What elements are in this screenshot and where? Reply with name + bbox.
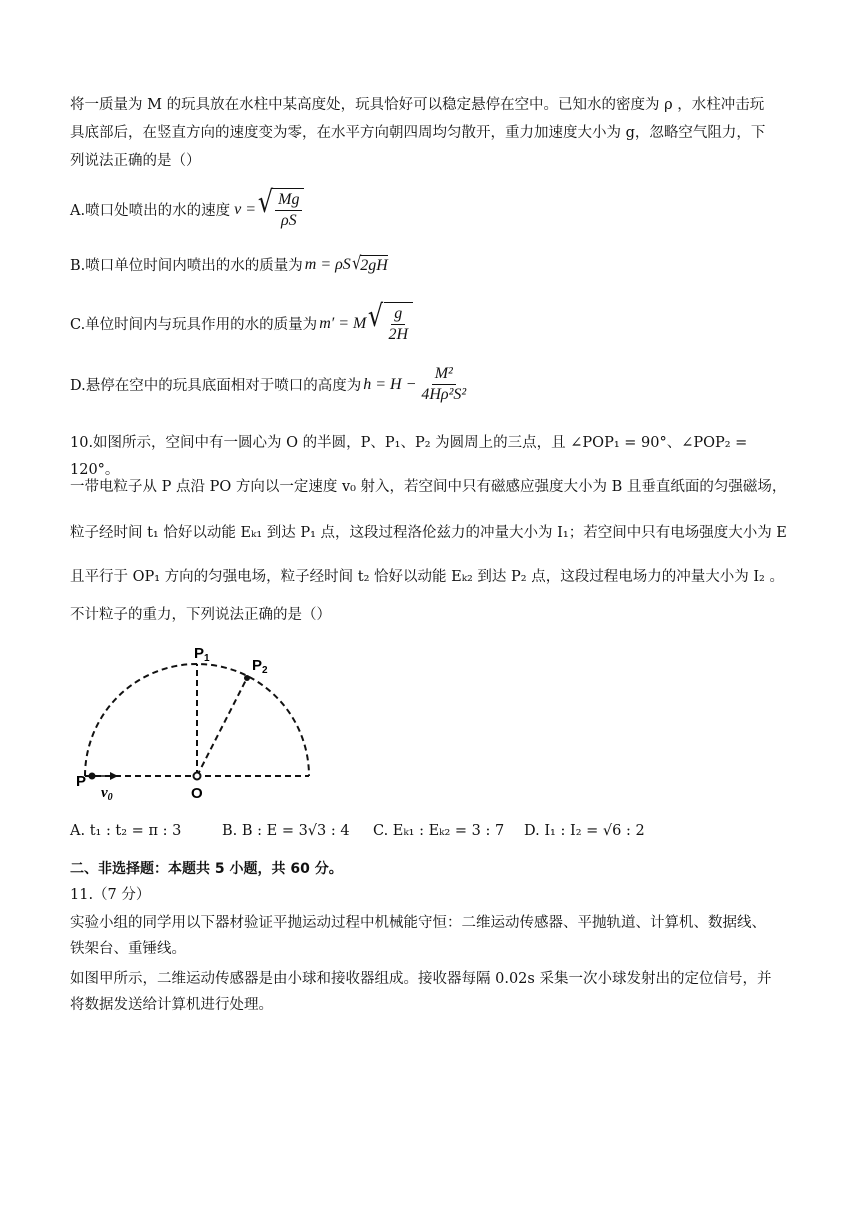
point-p bbox=[89, 773, 96, 780]
q10-stem-line5: 不计粒子的重力，下列说法正确的是（） bbox=[70, 607, 331, 623]
op2-line bbox=[197, 678, 247, 776]
q11-header: 11.（7 分） bbox=[70, 887, 151, 903]
section2-heading: 二、非选择题：本题共 5 小题，共 60 分。 bbox=[70, 861, 343, 877]
q9-option-b-sqrt: √ 2gH bbox=[351, 252, 388, 274]
label-p2: $P_2$ bbox=[252, 657, 268, 676]
q9-option-c-numerator: g bbox=[391, 304, 405, 325]
q9-option-d-denominator: 4Hρ²S² bbox=[421, 386, 467, 403]
q10-option-d: D. I₁ : I₂ = √6 : 2 bbox=[524, 823, 645, 839]
q9-option-b-text: B.喷口单位时间内喷出的水的质量为 bbox=[70, 258, 303, 274]
label-p: P bbox=[76, 773, 87, 790]
point-o bbox=[194, 773, 201, 780]
point-p2 bbox=[244, 675, 250, 681]
q10-stem-line1: 10.如图所示，空间中有一圆心为 O 的半圆，P、P₁、P₂ 为圆周上的三点，且 ∠POP₁ = 90°、∠POP₂ = 120°。 bbox=[70, 435, 748, 478]
q9-option-a-denominator: ρS bbox=[280, 212, 297, 229]
q9-option-a-numerator: Mg bbox=[275, 190, 302, 211]
q10-stem-line3: 粒子经时间 t₁ 恰好以动能 Eₖ₁ 到达 P₁ 点，这段过程洛伦兹力的冲量大小为 I₁；若空间中只有电场强度大小为 E bbox=[70, 525, 787, 541]
q11-para2-line1: 如图甲所示，二维运动传感器是由小球和接收器组成。接收器每隔 0.02s 采集一次小球发射出的定位信号，并 bbox=[70, 971, 772, 987]
q9-option-c-sqrt: √ $\frac{g}{2H}$ bbox=[366, 302, 413, 345]
q10-option-b: B. B : E = 3√3 : 4 bbox=[222, 823, 350, 839]
q9-option-d-lhs: h = H − bbox=[363, 375, 417, 393]
q11-para1-line2: 铁架台、重锤线。 bbox=[70, 941, 186, 957]
q9-option-a-sqrt: √ $\frac{Mg}{\rho S}$ bbox=[256, 188, 304, 231]
q9-option-c-denominator: 2H bbox=[388, 326, 409, 343]
q9-option-a-lhs: v = bbox=[234, 200, 256, 218]
q10-stem-line2: 一带电粒子从 P 点沿 PO 方向以一定速度 v₀ 射入，若空间中只有磁感应强度大小为 B 且垂直纸面的匀强磁场， bbox=[70, 479, 787, 495]
q9-option-a-fraction bbox=[275, 190, 302, 231]
q9-option-c-lhs: m′ = M bbox=[319, 314, 367, 332]
semicircle-figure bbox=[70, 640, 320, 810]
q9-option-d-text: D.悬停在空中的玩具底面相对于喷口的高度为 bbox=[70, 378, 362, 394]
q10-option-c: C. Eₖ₁ : Eₖ₂ = 3 : 7 bbox=[373, 823, 505, 839]
label-v0: $v_0$ bbox=[101, 785, 113, 803]
q9-option-c-text: C.单位时间内与玩具作用的水的质量为 bbox=[70, 317, 318, 333]
label-o: O bbox=[191, 785, 203, 802]
q11-para1-line1: 实验小组的同学用以下器材验证平抛运动过程中机械能守恒：二维运动传感器、平抛轨道、计算机、数据线、 bbox=[70, 915, 766, 931]
q9-option-d bbox=[70, 364, 471, 405]
q10-option-a: A. t₁ : t₂ = π : 3 bbox=[70, 823, 182, 839]
q9-option-b-radicand: 2gH bbox=[360, 256, 388, 274]
q9-option-d-numerator: M² bbox=[432, 364, 456, 385]
q9-option-d-fraction bbox=[418, 364, 469, 405]
q9-option-a-text: A.喷口处喷出的水的速度 bbox=[70, 203, 231, 219]
q9-stem-line3: 列说法正确的是（） bbox=[70, 153, 201, 169]
label-p1: $P_1$ bbox=[194, 645, 210, 664]
q9-option-b-lhs: m = ρS bbox=[304, 255, 351, 273]
q11-para2-line2: 将数据发送给计算机进行处理。 bbox=[70, 997, 273, 1013]
q9-stem-line1: 将一质量为 M 的玩具放在水柱中某高度处，玩具恰好可以稳定悬停在空中。已知水的密度为 ρ ，水柱冲击玩 bbox=[70, 97, 765, 113]
q9-option-c-fraction bbox=[386, 304, 412, 345]
q10-stem-line4: 且平行于 OP₁ 方向的匀强电场，粒子经时间 t₂ 恰好以动能 Eₖ₂ 到达 P₂ 点，这段过程电场力的冲量大小为 I₂ 。 bbox=[70, 569, 784, 585]
q9-option-b bbox=[70, 254, 388, 275]
q9-option-a bbox=[70, 185, 304, 231]
q9-stem-line2: 具底部后，在竖直方向的速度变为零，在水平方向朝四周均匀散开，重力加速度大小为 g，忽略空气阻力，下 bbox=[70, 125, 766, 141]
q9-option-c bbox=[70, 299, 413, 345]
velocity-arrow-head bbox=[110, 772, 118, 780]
